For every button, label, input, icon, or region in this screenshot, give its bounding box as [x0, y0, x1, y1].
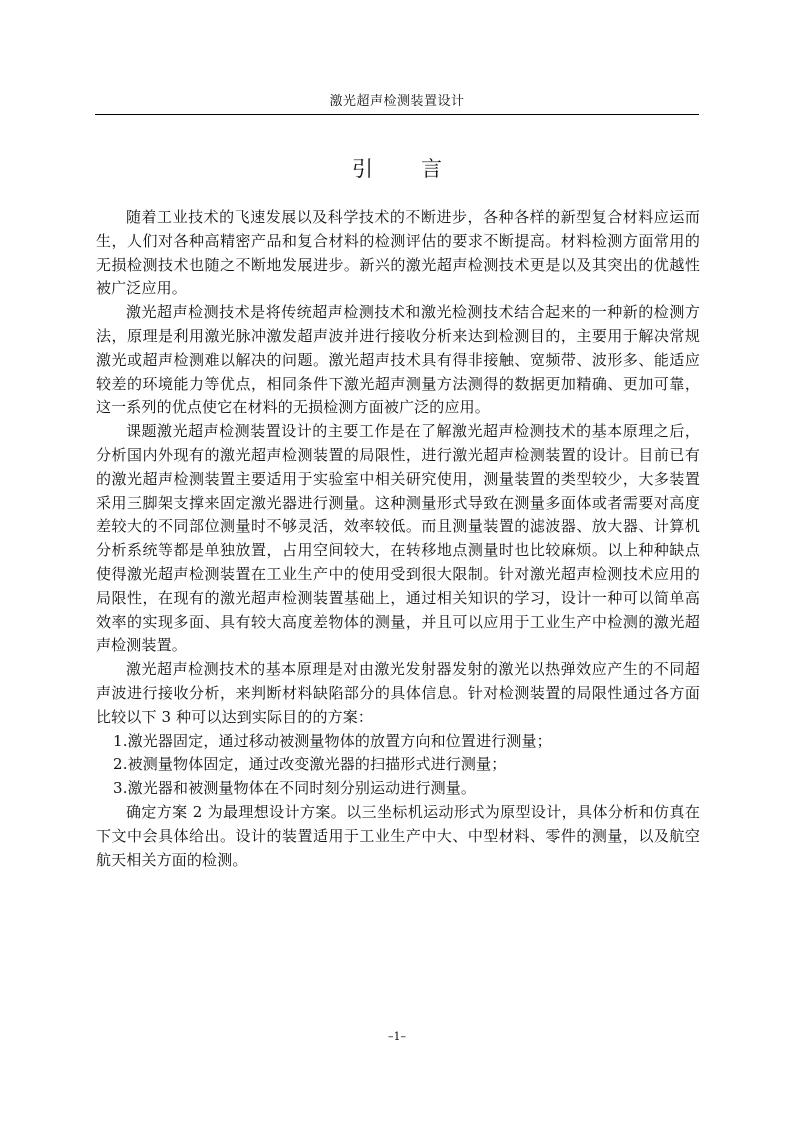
list-item-3: 3.激光器和被测量物体在不同时刻分别运动进行测量。 [113, 779, 477, 798]
page-number: –1– [388, 1030, 406, 1043]
heading-char-2: 言 [421, 157, 442, 181]
paragraph-2: 激光超声检测技术是将传统超声检测技术和激光检测技术结合起来的一种新的检测方法，原理是利用激光脉冲激发超声波并进行接收分析来达到检测目的，主要用于解决常规激光或超声检测难以解决的问题。激光超声技术具有得非接触、宽频带、波形多、能适应较差的环境能力等优点，相同条件下激光超声测量方法测得的数据更加精确、更加可靠，这一系列的优点使它在材料的无损检测方面被广泛的应用。 [96, 303, 700, 417]
list-item-2: 2.被测量物体固定，通过改变激光器的扫描形式进行测量； [113, 755, 507, 774]
running-header: 激光超声检测装置设计 [329, 94, 465, 109]
header-rule [95, 114, 699, 115]
section-heading [95, 156, 699, 182]
heading-char-1: 引 [352, 157, 373, 181]
paragraph-1: 随着工业技术的飞速发展以及科学技术的不断进步，各种各样的新型复合材料应运而生，人们对各种高精密产品和复合材料的检测评估的要求不断提高。材料检测方面常用的无损检测技术也随之不断地发展进步。新兴的激光超声检测技术更是以及其突出的优越性被广泛应用。 [96, 208, 700, 298]
list-item-1: 1.激光器固定，通过移动被测量物体的放置方向和位置进行测量； [113, 731, 552, 750]
document-body [96, 206, 700, 872]
paragraph-4: 激光超声检测技术的基本原理是对由激光发射器发射的激光以热弹效应产生的不同超声波进行接收分析，来判断材料缺陷部分的具体信息。针对检测装置的局限性通过各方面比较以下 3 种可以达到实际目的的方案： [96, 660, 700, 726]
paragraph-final: 确定方案 2 为最理想设计方案。以三坐标机运动形式为原型设计，具体分析和仿真在下文中会具体给出。设计的装置适用于工业生产中大、中型材料、零件的测量，以及航空航天相关方面的检测。 [96, 802, 700, 869]
paragraph-3: 课题激光超声检测装置设计的主要工作是在了解激光超声检测技术的基本原理之后，分析国内外现有的激光超声检测装置的局限性，进行激光超声检测装置的设计。目前已有的激光超声检测装置主要适用于实验室中相关研究使用，测量装置的类型较少，大多装置采用三脚架支撑来固定激光器进行测量。这种测量形式导致在测量多面体或者需要对高度差较大的不同部位测量时不够灵活，效率较低。而且测量装置的滤波器、放大器、计算机分析系统等都是单独放置，占用空间较大，在转移地点测量时也比较麻烦。以上种种缺点使得激光超声检测装置在工业生产中的使用受到很大限制。针对激光超声检测技术应用的局限性，在现有的激光超声检测装置基础上，通过相关知识的学习，设计一种可以简单高效率的实现多面、具有较大高度差物体的测量，并且可以应用于工业生产中检测的激光超声检测装置。 [96, 422, 700, 655]
